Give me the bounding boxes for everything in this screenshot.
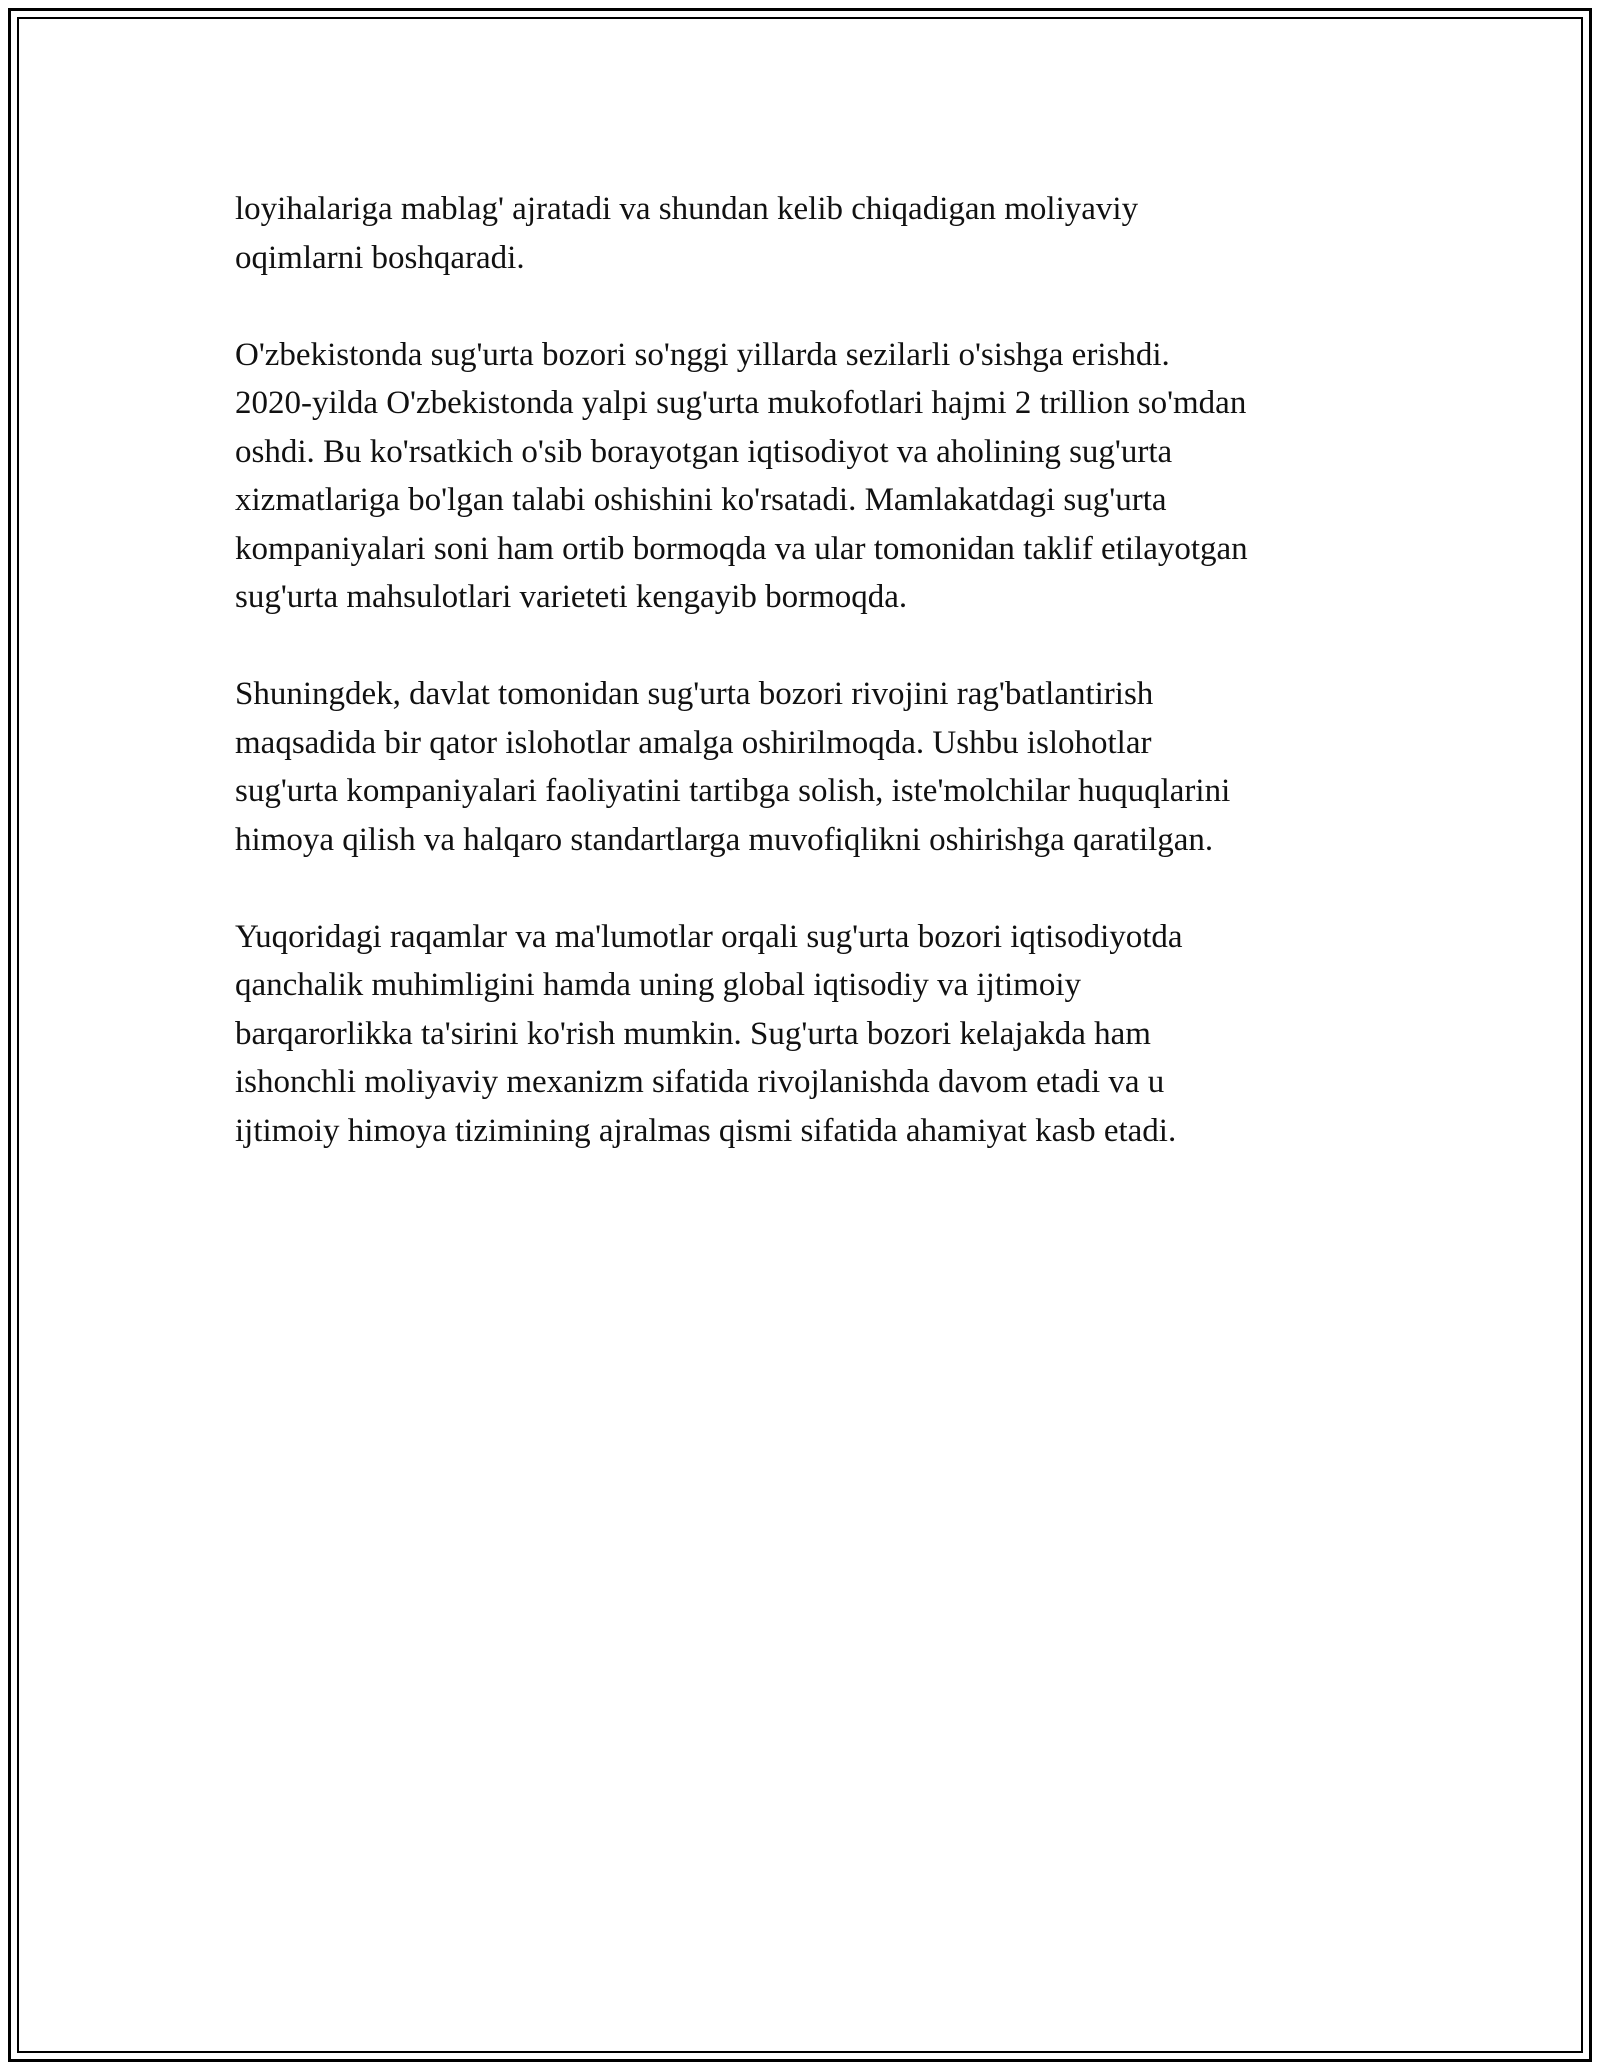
paragraph-2 bbox=[235, 331, 1385, 622]
text-line: O'zbekistonda sug'urta bozori so'nggi yillarda sezilarli o'sishga erishdi. bbox=[235, 336, 1170, 373]
document-body bbox=[235, 185, 1385, 1204]
text-line: xizmatlariga bo'lgan talabi oshishini ko'rsatadi. Mamlakatdagi sug'urta bbox=[235, 482, 1167, 518]
text-line: oshdi. Bu ko'rsatkich o'sib borayotgan iqtisodiyot va aholining sug'urta bbox=[235, 433, 1173, 470]
text-line: Yuqoridagi raqamlar va ma'lumotlar orqali sug'urta bozori iqtisodiyotda bbox=[235, 918, 1183, 955]
text-line: oqimlarni boshqaradi. bbox=[235, 239, 525, 276]
text-line: sug'urta mahsulotlari varieteti kengayib bormoqda. bbox=[235, 579, 908, 615]
paragraph-3 bbox=[235, 670, 1385, 864]
text-line: maqsadida bir qator islohotlar amalga oshirilmoqda. Ushbu islohotlar bbox=[235, 724, 1152, 761]
paragraph-1 bbox=[235, 185, 1385, 282]
text-line: barqarorlikka ta'sirini ko'rish mumkin. Sug'urta bozori kelajakda ham bbox=[235, 1015, 1151, 1052]
paragraph-4 bbox=[235, 913, 1385, 1156]
text-line: kompaniyalari soni ham ortib bormoqda va ular tomonidan taklif etilayotgan bbox=[235, 530, 1248, 567]
text-line: qanchalik muhimligini hamda uning global iqtisodiy va ijtimoiy bbox=[235, 967, 1081, 1003]
text-line: ishonchli moliyaviy mexanizm sifatida rivojlanishda davom etadi va u bbox=[235, 1064, 1165, 1100]
text-line: ijtimoiy himoya tizimining ajralmas qismi sifatida ahamiyat kasb etadi. bbox=[235, 1112, 1177, 1149]
text-line: sug'urta kompaniyalari faoliyatini tartibga solish, iste'molchilar huquqlarini bbox=[235, 773, 1231, 809]
text-line: himoya qilish va halqaro standartlarga muvofiqlikni oshirishga qaratilgan. bbox=[235, 821, 1214, 858]
text-line: Shuningdek, davlat tomonidan sug'urta bozori rivojini rag'batlantirish bbox=[235, 676, 1154, 712]
text-line: 2020-yilda O'zbekistonda yalpi sug'urta mukofotlari hajmi 2 trillion so'mdan bbox=[235, 385, 1247, 421]
text-line: loyihalariga mablag' ajratadi va shundan kelib chiqadigan moliyaviy bbox=[235, 191, 1139, 227]
